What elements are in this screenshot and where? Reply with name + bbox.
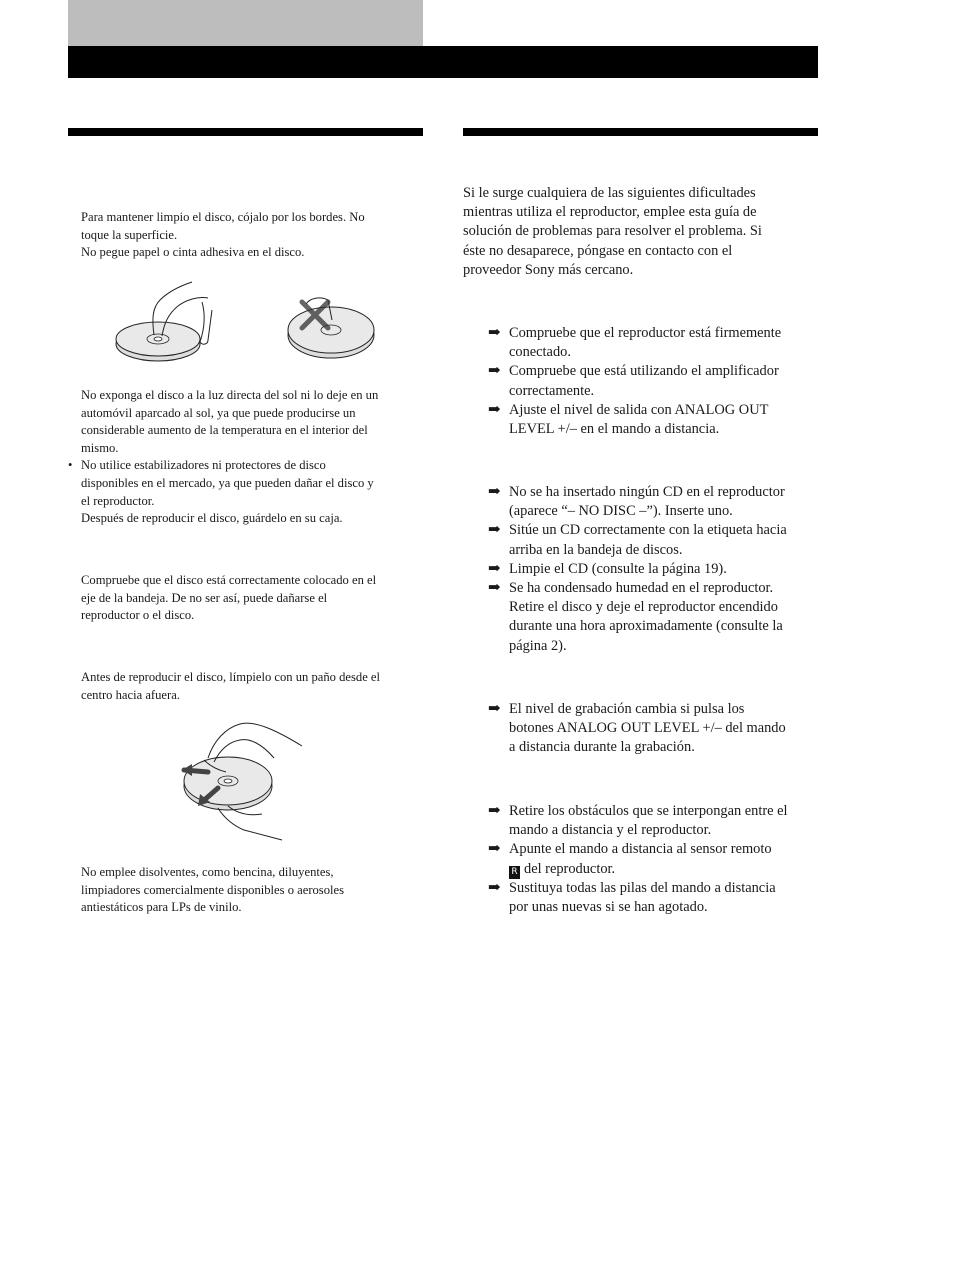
remedy-line: Sitúe un CD correctamente con la etiqueta hacia: [509, 522, 787, 539]
handling-line-2: toque la superficie.: [81, 227, 178, 242]
remedy-line: Compruebe que está utilizando el amplificador: [509, 363, 779, 380]
remedy-line: Retire los obstáculos que se interpongan entre el: [509, 803, 788, 819]
stabilizers-line-2: disponibles en el mercado, ya que pueden dañar el disco y: [81, 475, 374, 490]
sun-line-1: No exponga el disco a la luz directa del sol ni lo deje en un: [81, 388, 379, 402]
remedy-item: [488, 483, 820, 521]
remedy-group-1: [488, 324, 820, 439]
remedy-line: botones ANALOG OUT LEVEL +/– del mando: [509, 720, 786, 737]
sun-paragraph: [68, 387, 423, 528]
stabilizers-bullet-item: [68, 457, 423, 510]
intro-line-5: proveedor Sony más cercano.: [463, 261, 634, 278]
remedy-group-2: [488, 483, 820, 656]
remedy-line: a distancia durante la grabación.: [509, 739, 695, 756]
sun-line-2: automóvil aparcado al sol, ya que puede producirse un: [81, 405, 356, 420]
intro-line-2: mientras utiliza el reproductor, emplee esta guía de: [463, 204, 757, 221]
remedy-line: Apunte el mando a distancia al sensor remoto: [509, 841, 772, 858]
remedy-item: [488, 560, 820, 579]
bullet-dot: •: [68, 458, 73, 473]
remedy-line: [509, 860, 820, 879]
remedy-line: (aparece “– NO DISC –”). Inserte uno.: [509, 503, 733, 520]
handling-line-1: Para mantener limpio el disco, cójalo por los bordes. No: [81, 210, 365, 224]
stabilizers-line-3: el reproductor.: [81, 493, 155, 508]
right-section-rule: [463, 128, 818, 136]
intro-line-3: solución de problemas para resolver el problema. Si: [463, 223, 762, 240]
remedy-line: arriba en la bandeja de discos.: [509, 541, 683, 558]
arrow-icon: ➡: [488, 522, 501, 539]
arrow-icon: ➡: [488, 484, 501, 500]
remedy-item: [488, 324, 820, 362]
cleaning-line-1: Antes de reproducir el disco, límpielo con un paño desde el: [81, 670, 381, 684]
remedy-item: [488, 840, 820, 878]
remedy-line: Sustituya todas las pilas del mando a distancia: [509, 879, 776, 896]
arrow-icon: ➡: [488, 580, 501, 597]
remedy-line: Retire el disco y deje el reproductor encendido: [509, 599, 778, 616]
cleaning-line-2: centro hacia afuera.: [81, 687, 180, 702]
arrow-icon: ➡: [488, 841, 501, 858]
remedy-line: conectado.: [509, 344, 571, 361]
solvents-line-2: limpiadores comercialmente disponibles o aerosoles: [81, 882, 344, 897]
arrow-icon: ➡: [488, 560, 501, 577]
remedy-line: mando a distancia y el reproductor.: [509, 822, 712, 839]
intro-line-1: Si le surge cualquiera de las siguientes dificultades: [463, 185, 756, 201]
remedy-item: [488, 362, 820, 400]
remedy-line: Ajuste el nivel de salida con ANALOG OUT: [509, 401, 769, 418]
header-gray-tab: [68, 0, 423, 46]
intro-line-4: éste no desaparece, póngase en contacto con el: [463, 242, 733, 259]
remedy-line: Se ha condensado humedad en el reproductor.: [509, 580, 774, 597]
handling-paragraph: [81, 209, 423, 262]
remedy-line: LEVEL +/– en el mando a distancia.: [509, 421, 720, 438]
remedy-line: El nivel de grabación cambia si pulsa los: [509, 701, 745, 717]
remedy-line: página 2).: [509, 637, 567, 654]
disc-touching-incorrect-illustration: [284, 290, 379, 365]
placement-line-1: Compruebe que el disco está correctamente colocado en el: [81, 573, 377, 587]
remedy-item: [488, 401, 820, 439]
remedy-line: Compruebe que el reproductor está firmemente: [509, 325, 782, 341]
placement-line-3: reproductor o el disco.: [81, 608, 195, 623]
cleaning-paragraph: [81, 669, 423, 704]
arrow-icon: ➡: [488, 879, 501, 896]
storage-line: Después de reproducir el disco, guárdelo en su caja.: [81, 511, 343, 526]
arrow-icon: ➡: [488, 325, 501, 341]
remedy-item: [488, 579, 820, 656]
remedy-group-4: [488, 802, 820, 917]
remote-sensor-icon: R: [509, 866, 520, 879]
disc-holding-correct-illustration: [108, 280, 228, 370]
troubleshooting-intro: [463, 184, 819, 280]
placement-line-2: eje de la bandeja. De no ser así, puede dañarse el: [81, 590, 328, 605]
remedy-line: por unas nuevas si se han agotado.: [509, 899, 708, 916]
left-section-rule: [68, 128, 423, 136]
sun-line-4: mismo.: [81, 440, 119, 455]
remedy-line: durante una hora aproximadamente (consulte la: [509, 618, 783, 635]
solvents-paragraph: [81, 864, 423, 917]
handling-line-3: No pegue papel o cinta adhesiva en el disco.: [81, 245, 305, 260]
placement-paragraph: [81, 572, 423, 625]
remedy-item: [488, 802, 820, 840]
remedy-line-text: del reproductor.: [524, 860, 616, 877]
sun-line-3: considerable aumento de la temperatura en el interior del: [81, 423, 368, 438]
remedy-group-3: [488, 700, 820, 758]
remedy-line: correctamente.: [509, 382, 595, 399]
arrow-icon: ➡: [488, 701, 501, 717]
arrow-icon: ➡: [488, 363, 501, 380]
stabilizers-line-1: No utilice estabilizadores ni protectores de disco: [81, 458, 326, 473]
remedy-item: [488, 521, 820, 559]
remedy-item: [488, 700, 820, 758]
remedy-item: [488, 879, 820, 917]
arrow-icon: ➡: [488, 803, 501, 819]
remedy-line: Limpie el CD (consulte la página 19).: [509, 560, 727, 577]
solvents-line-1: No emplee disolventes, como bencina, diluyentes,: [81, 865, 334, 879]
arrow-icon: ➡: [488, 401, 501, 418]
solvents-line-3: antiestáticos para LPs de vinilo.: [81, 900, 242, 915]
remedy-line: No se ha insertado ningún CD en el reproductor: [509, 484, 785, 500]
header-black-band: [68, 46, 818, 78]
disc-cleaning-illustration: [178, 718, 308, 843]
